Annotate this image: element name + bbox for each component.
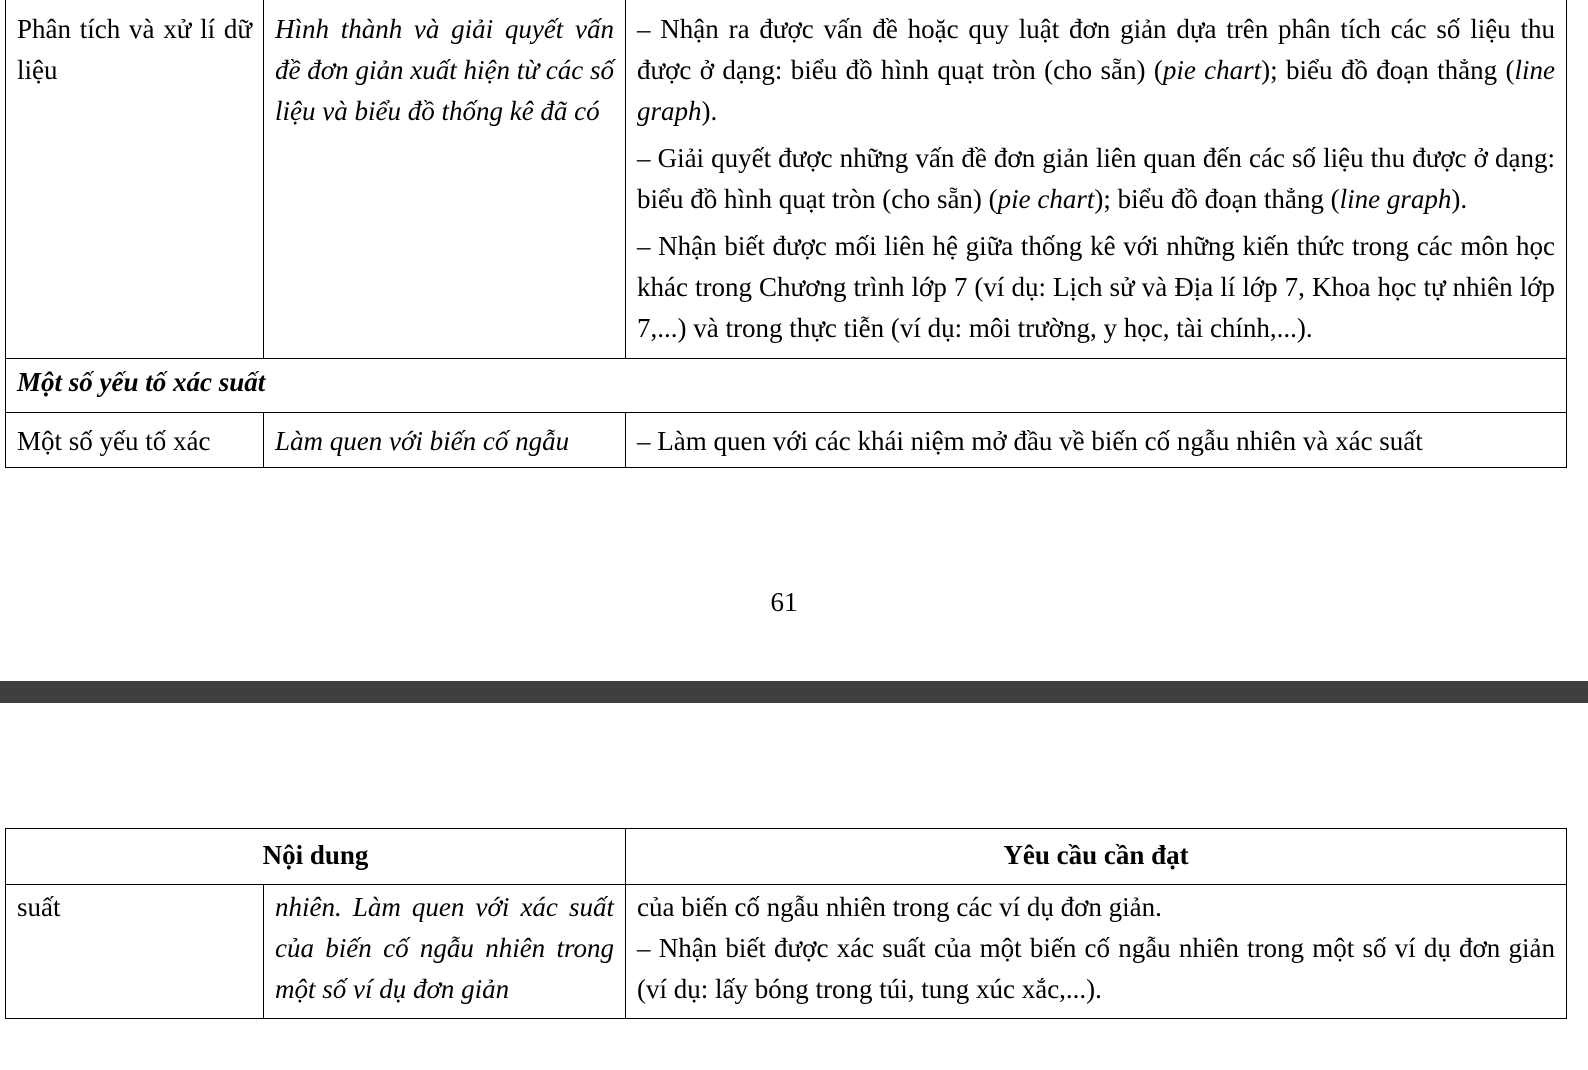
section-heading: Một số yếu tố xác suất xyxy=(6,359,1567,413)
header-content: Nội dung xyxy=(6,829,626,885)
content-cell: Làm quen với biến cố ngẫu xyxy=(264,413,626,468)
topic-cell: Phân tích và xử lí dữ liệu xyxy=(6,0,264,359)
table-row xyxy=(6,885,1567,1019)
page-number: 61 xyxy=(770,587,798,617)
requirement-item: – Nhận biết được xác suất của một biến cố ngẫu nhiên trong một số ví dụ đơn giản (ví dụ: lấy bóng trong túi, tung xúc xắc,...). xyxy=(637,933,1555,1004)
table-row xyxy=(6,413,1567,468)
content-cell: nhiên. Làm quen với xác suất của biến cố ngẫu nhiên trong một số ví dụ đơn giản xyxy=(264,885,626,1019)
topic-cell: suất xyxy=(6,885,264,1019)
requirement-item: – Nhận ra được vấn đề hoặc quy luật đơn giản dựa trên phân tích các số liệu thu được ở dạng: biểu đồ hình quạt tròn (cho sẵn) (pie chart); biểu đồ đoạn thẳng (line graph). xyxy=(637,14,1555,126)
page-divider xyxy=(0,681,1588,703)
requirement-item: – Giải quyết được những vấn đề đơn giản liên quan đến các số liệu thu được ở dạng: biểu đồ hình quạt tròn (cho sẵn) (pie chart); biểu đồ đoạn thẳng (line graph). xyxy=(637,143,1555,214)
requirements-cell xyxy=(626,885,1567,1019)
requirements-cell xyxy=(626,0,1567,359)
requirement-item: của biến cố ngẫu nhiên trong các ví dụ đơn giản. xyxy=(637,892,1162,922)
section-heading-row xyxy=(6,359,1567,413)
requirements-cell: – Làm quen với các khái niệm mở đầu về biến cố ngẫu nhiên và xác suất xyxy=(626,413,1567,468)
header-requirements: Yêu cầu cần đạt xyxy=(626,829,1567,885)
curriculum-table-top xyxy=(5,0,1567,468)
curriculum-table-bottom xyxy=(5,828,1567,1019)
table-row xyxy=(6,0,1567,359)
table-header-row xyxy=(6,829,1567,885)
requirement-item: – Nhận biết được mối liên hệ giữa thống kê với những kiến thức trong các môn học khác trong Chương trình lớp 7 (ví dụ: Lịch sử và Địa lí lớp 7, Khoa học tự nhiên lớp 7,...) và trong thực tiễn (ví dụ: môi trường, y học, tài chính,...). xyxy=(637,231,1555,343)
content-cell: Hình thành và giải quyết vấn đề đơn giản xuất hiện từ các số liệu và biểu đồ thống kê đã có xyxy=(264,0,626,359)
topic-cell: Một số yếu tố xác xyxy=(6,413,264,468)
